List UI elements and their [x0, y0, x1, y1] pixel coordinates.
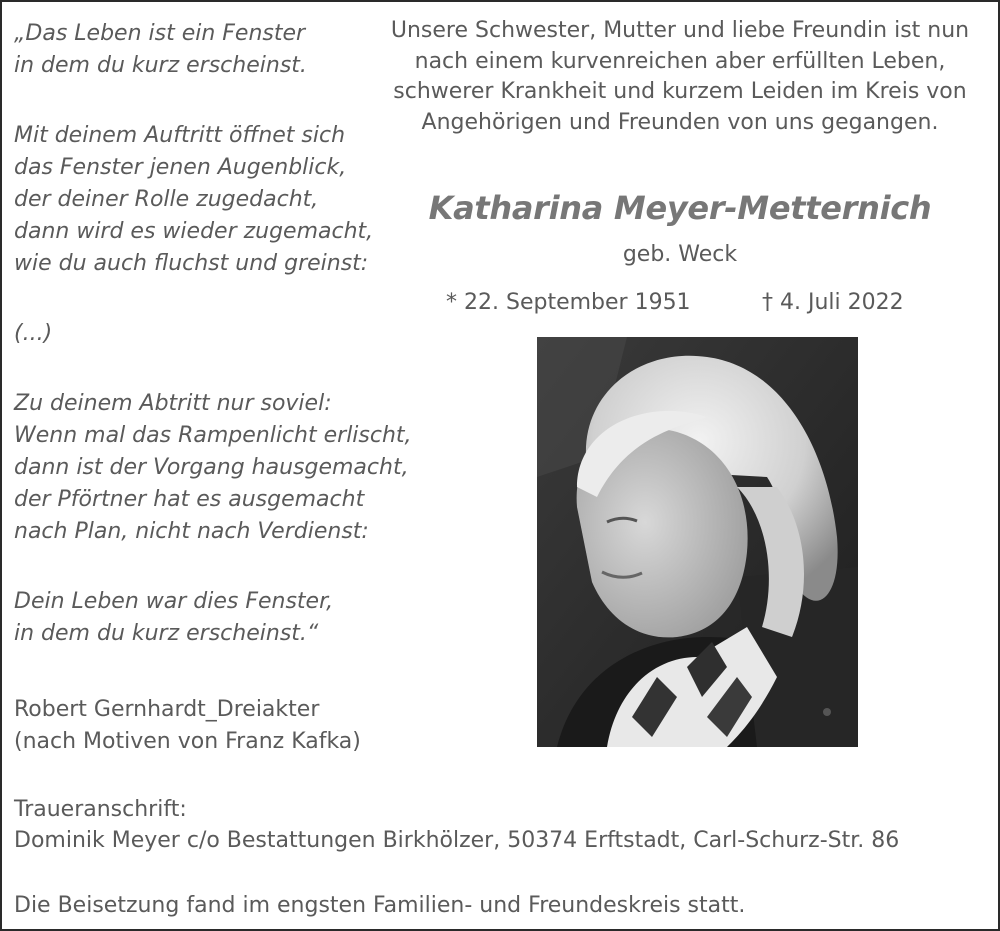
- poem-line: Dein Leben war dies Fenster,: [14, 589, 334, 614]
- poem-line: (...): [14, 321, 53, 346]
- poem-line: das Fenster jenen Augenblick,: [14, 155, 347, 180]
- address-label: Traueranschrift:: [14, 797, 187, 822]
- deceased-name: Katharina Meyer-Metternich: [428, 189, 932, 227]
- funeral-note: Die Beisetzung fand im engsten Familien- und Freundeskreis statt.: [14, 893, 746, 918]
- intro-line: schwerer Krankheit und kurzem Leiden im Kreis von: [393, 79, 967, 104]
- intro-line: Angehörigen und Freunden von uns gegangen.: [421, 109, 939, 135]
- poem-line: Wenn mal das Rampenlicht erlischt,: [14, 423, 412, 448]
- poem-line: dann wird es wieder zugemacht,: [14, 219, 374, 244]
- author-source: (nach Motiven von Franz Kafka): [14, 729, 361, 754]
- intro-text: [360, 16, 1000, 138]
- poem-stanza-3: [14, 318, 434, 350]
- poem-stanza-5: [14, 586, 434, 650]
- poem-line: „Das Leben ist ein Fenster: [14, 21, 306, 46]
- poem-line: dann ist der Vorgang hausgemacht,: [14, 455, 409, 480]
- intro-line: nach einem kurvenreichen aber erfüllten Leben,: [414, 48, 946, 74]
- poem-line: Mit deinem Auftritt öffnet sich: [14, 123, 346, 148]
- address-value: Dominik Meyer c/o Bestattungen Birkhölzer, 50374 Erftstadt, Carl-Schurz-Str. 86: [14, 828, 900, 853]
- birth-date: * 22. September 1951: [446, 290, 691, 315]
- portrait-illustration: [537, 337, 858, 747]
- mourning-address: [14, 794, 899, 856]
- poem-line: der deiner Rolle zugedacht,: [14, 187, 319, 212]
- birth-name: geb. Weck: [622, 242, 738, 267]
- poem-line: Zu deinem Abtritt nur soviel:: [14, 391, 332, 416]
- poem-line: in dem du kurz erscheinst.: [14, 53, 307, 78]
- poem-author: [14, 694, 361, 758]
- poem-line: in dem du kurz erscheinst.“: [14, 621, 319, 646]
- poem-line: der Pförtner hat es ausgemacht: [14, 487, 365, 512]
- poem-line: nach Plan, nicht nach Verdienst:: [14, 519, 369, 544]
- poem-line: wie du auch fluchst und greinst:: [14, 251, 369, 276]
- author-name: Robert Gernhardt_Dreiakter: [14, 697, 320, 722]
- poem-stanza-4: [14, 388, 434, 548]
- intro-line: Unsere Schwester, Mutter und liebe Freundin ist nun: [390, 18, 970, 43]
- portrait-photo: [537, 337, 858, 747]
- death-date: † 4. Juli 2022: [762, 290, 904, 315]
